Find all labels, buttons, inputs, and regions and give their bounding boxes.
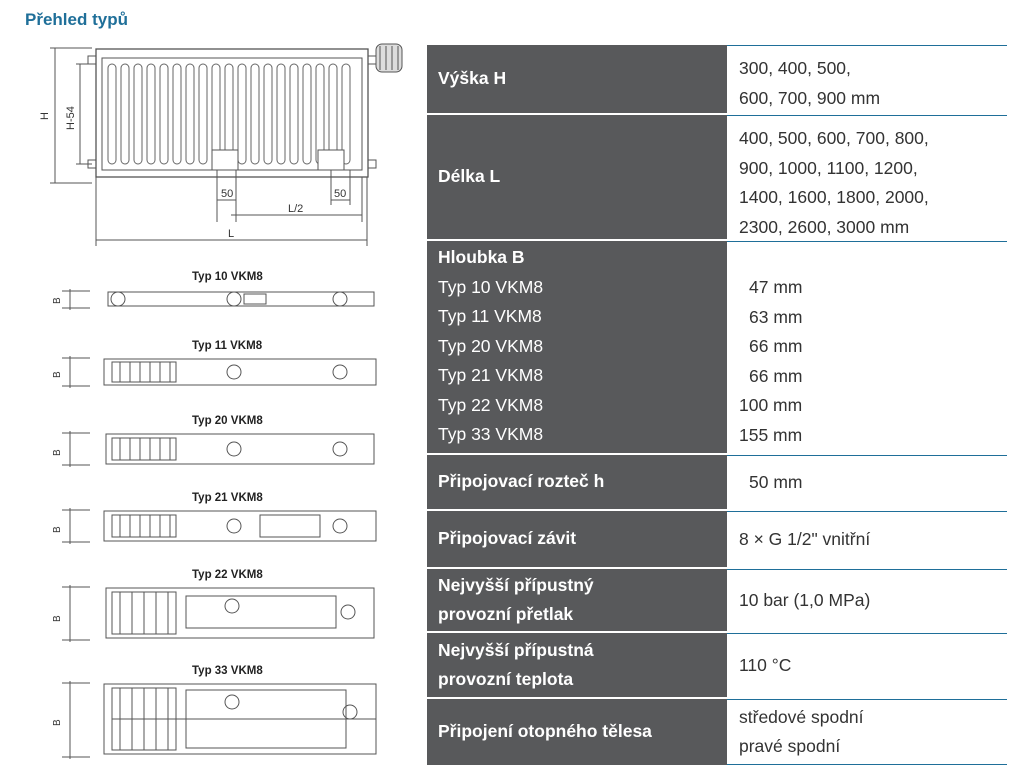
teplota-label-1: Nejvyšší přípustná bbox=[438, 639, 594, 660]
hloubka-type-11: Typ 11 VKM8 bbox=[438, 306, 542, 326]
delka-value-2: 900, 1000, 1100, 1200, bbox=[739, 157, 918, 178]
hloubka-type-21: Typ 21 VKM8 bbox=[438, 365, 544, 385]
hloubka-label: Hloubka B bbox=[438, 247, 525, 267]
type-21-label: Typ 21 VKM8 bbox=[192, 492, 263, 504]
row-roztec bbox=[427, 455, 1007, 509]
type-11-label: Typ 11 VKM8 bbox=[192, 340, 263, 352]
row-pretlak bbox=[427, 569, 1007, 631]
dim-50-left-label: 50 bbox=[221, 188, 234, 200]
type-21-section-drawing bbox=[62, 508, 376, 544]
vyska-label: Výška H bbox=[438, 68, 507, 89]
type-11-b: B bbox=[52, 371, 63, 378]
type-33-b: B bbox=[52, 719, 63, 726]
vyska-value-1: 300, 400, 500, bbox=[739, 58, 851, 78]
teplota-value: 110 °C bbox=[739, 654, 792, 675]
row-hloubka bbox=[427, 241, 1007, 453]
roztec-label: Připojovací rozteč h bbox=[438, 471, 605, 492]
hloubka-type-20: Typ 20 VKM8 bbox=[438, 335, 544, 356]
roztec-value: 50 mm bbox=[749, 471, 803, 492]
zavit-label: Připojovací závit bbox=[438, 528, 577, 549]
pretlak-label-2: provozní přetlak bbox=[438, 604, 574, 624]
hloubka-type-10: Typ 10 VKM8 bbox=[438, 276, 544, 297]
hloubka-value-20: 66 mm bbox=[749, 336, 803, 356]
hloubka-value-11: 63 mm bbox=[749, 306, 803, 327]
type-10-section-drawing bbox=[62, 289, 374, 310]
dim-l2-label: L/2 bbox=[288, 203, 304, 215]
type-22-b: B bbox=[52, 615, 63, 622]
pretlak-value: 10 bar (1,0 MPa) bbox=[739, 589, 871, 610]
pripojeni-value-1: středové spodní bbox=[739, 706, 864, 727]
pripojeni-value-2: pravé spodní bbox=[739, 736, 841, 756]
dim-h-label: H bbox=[39, 112, 51, 120]
hloubka-type-33: Typ 33 VKM8 bbox=[438, 424, 544, 444]
row-vyska bbox=[427, 45, 1007, 113]
row-teplota bbox=[427, 633, 1007, 697]
hloubka-value-10: 47 mm bbox=[749, 277, 803, 297]
type-10-label: Typ 10 VKM8 bbox=[192, 271, 263, 283]
type-10-b: B bbox=[52, 297, 63, 304]
row-pripojeni bbox=[427, 699, 1007, 765]
row-delka bbox=[427, 115, 1007, 239]
type-33-label: Typ 33 VKM8 bbox=[192, 665, 263, 677]
type-11-section-drawing bbox=[62, 356, 376, 388]
front-view-drawing bbox=[50, 44, 402, 246]
dim-h54-label: H-54 bbox=[65, 106, 77, 130]
hloubka-value-21: 66 mm bbox=[749, 365, 803, 386]
pripojeni-label: Připojení otopného tělesa bbox=[438, 721, 652, 742]
type-20-section-drawing bbox=[62, 431, 374, 467]
dim-l-label: L bbox=[228, 228, 235, 240]
type-22-section-drawing bbox=[62, 585, 374, 642]
type-21-b: B bbox=[52, 526, 63, 533]
teplota-label-2: provozní teplota bbox=[438, 669, 574, 689]
hloubka-type-22: Typ 22 VKM8 bbox=[438, 394, 544, 415]
delka-value-1: 400, 500, 600, 700, 800, bbox=[739, 128, 929, 148]
type-33-section-drawing bbox=[62, 681, 376, 759]
type-22-label: Typ 22 VKM8 bbox=[192, 569, 263, 581]
row-zavit bbox=[427, 511, 1007, 567]
dim-50-right-label: 50 bbox=[334, 188, 347, 200]
zavit-value: 8 × G 1/2" vnitřní bbox=[739, 528, 871, 549]
pretlak-label-1: Nejvyšší přípustný bbox=[438, 574, 594, 595]
delka-value-3: 1400, 1600, 1800, 2000, bbox=[739, 187, 929, 207]
page-title: Přehled typů bbox=[25, 10, 128, 29]
type-20-label: Typ 20 VKM8 bbox=[192, 415, 263, 427]
delka-label: Délka L bbox=[438, 166, 501, 187]
type-20-b: B bbox=[52, 449, 63, 456]
delka-value-4: 2300, 2600, 3000 mm bbox=[739, 216, 910, 237]
vyska-value-2: 600, 700, 900 mm bbox=[739, 87, 881, 108]
radiator-drawings bbox=[0, 0, 425, 768]
hloubka-value-22: 100 mm bbox=[739, 395, 803, 415]
hloubka-value-33: 155 mm bbox=[739, 424, 803, 445]
